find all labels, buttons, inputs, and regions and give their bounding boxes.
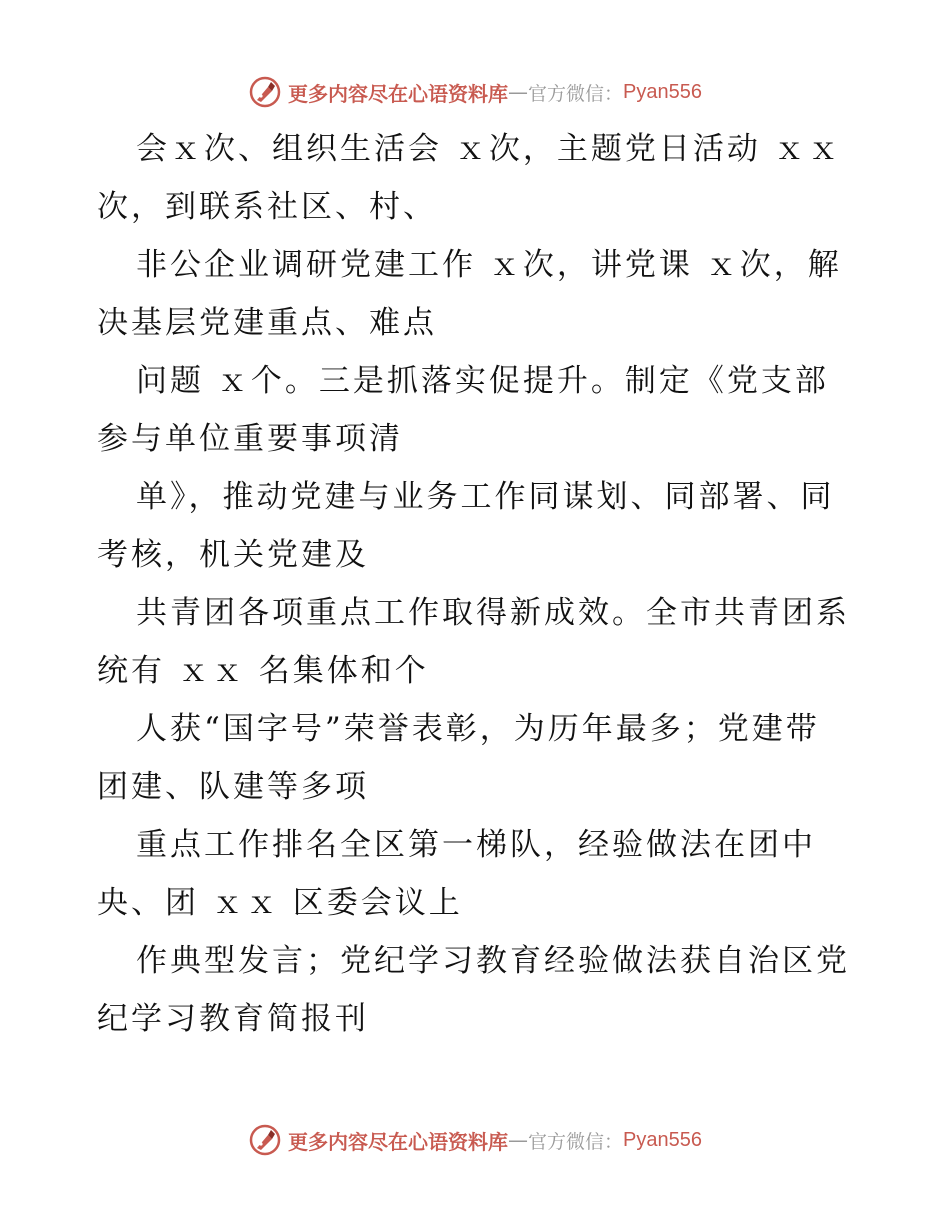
- body-line: 央、团 ｘｘ 区委会议上: [97, 885, 463, 921]
- body-line: 统有 ｘｘ 名集体和个: [97, 653, 429, 689]
- watermark-separator: —: [508, 80, 528, 104]
- pen-nib-logo-icon: [248, 1123, 282, 1157]
- watermark-official-label: 官方微信：: [528, 1130, 624, 1153]
- body-line: 重点工作排名全区第一梯队，经验做法在团中: [136, 827, 816, 863]
- body-line: 人获“国字号”荣誉表彰，为历年最多；党建带: [136, 711, 820, 747]
- body-line: 决基层党建重点、难点: [97, 305, 437, 341]
- body-line: 参与单位重要事项清: [97, 421, 403, 457]
- body-line: 问题 ｘ个。三是抓落实促提升。制定《党支部: [136, 363, 829, 399]
- pen-nib-logo-icon: [248, 75, 282, 109]
- body-line: 非公企业调研党建工作 ｘ次，讲党课 ｘ次，解: [136, 247, 842, 283]
- body-line: 纪学习教育简报刊: [97, 1001, 369, 1037]
- header-watermark: [0, 72, 950, 112]
- watermark-wechat-handle: Pyan556: [623, 1128, 702, 1151]
- footer-watermark: [0, 1120, 950, 1160]
- watermark-official-label: 官方微信：: [528, 82, 624, 105]
- body-line: 单》，推动党建与业务工作同谋划、同部署、同: [136, 479, 835, 515]
- body-line: 共青团各项重点工作取得新成效。全市共青团系: [136, 595, 850, 631]
- body-line: 团建、队建等多项: [97, 769, 369, 805]
- watermark-brand-text: 更多内容尽在心语资料库: [288, 1129, 508, 1154]
- body-line: 作典型发言；党纪学习教育经验做法获自治区党: [136, 943, 850, 979]
- watermark-wechat-handle: Pyan556: [623, 80, 702, 103]
- body-line: 次，到联系社区、村、: [97, 189, 437, 225]
- watermark-brand-text: 更多内容尽在心语资料库: [288, 81, 508, 106]
- watermark-separator: —: [508, 1128, 528, 1152]
- body-line: 考核，机关党建及: [97, 537, 369, 573]
- document-body: [97, 120, 857, 1048]
- body-line: 会ｘ次、组织生活会 ｘ次，主题党日活动 ｘｘ: [136, 131, 842, 167]
